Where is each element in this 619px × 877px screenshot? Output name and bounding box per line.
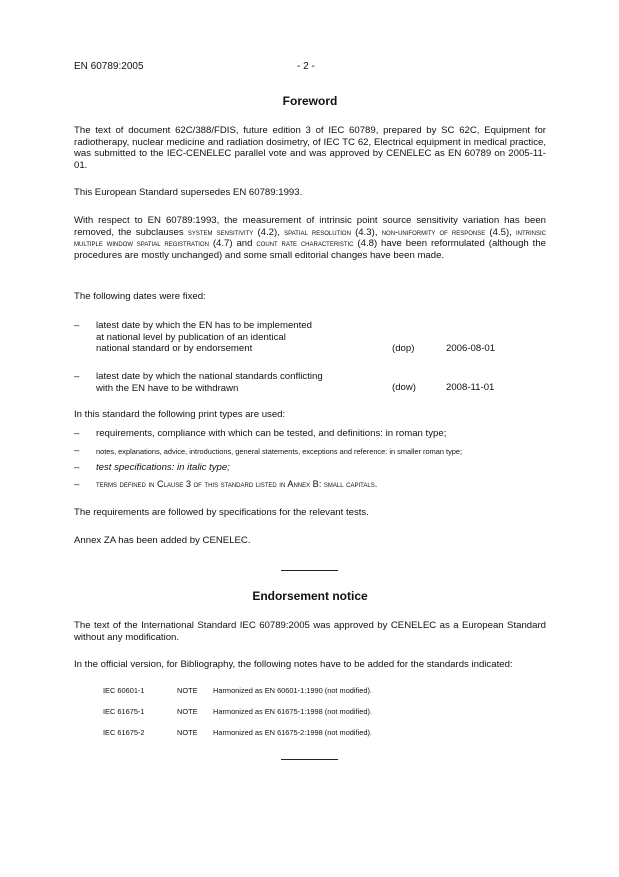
page-number: - 2 - xyxy=(297,61,315,72)
note-label: NOTE xyxy=(177,728,198,737)
endorsement-paragraph-2: In the official version, for Bibliography, the following notes have to be added for the standards indicated: xyxy=(74,659,513,670)
annex-paragraph: Annex ZA has been added by CENELEC. xyxy=(74,535,251,546)
print-type-roman: requirements, compliance with which can be tested, and definitions: in roman type; xyxy=(96,428,447,439)
date-value-dow: 2008-11-01 xyxy=(446,382,495,393)
date-item-line: with the EN have to be withdrawn xyxy=(96,382,239,394)
note-standard: IEC 60601-1 xyxy=(103,686,145,695)
foreword-paragraph-2: This European Standard supersedes EN 60789:1993. xyxy=(74,187,303,198)
note-text: Harmonized as EN 60601-1:1990 (not modified). xyxy=(213,686,372,695)
note-label: NOTE xyxy=(177,707,198,716)
term-non-uniformity: non-uniformity of response xyxy=(381,226,486,237)
dates-intro: The following dates were fixed: xyxy=(74,291,206,302)
section-divider xyxy=(281,570,338,571)
endorsement-title: Endorsement notice xyxy=(252,589,368,603)
print-type-italic: test specifications: in italic type; xyxy=(96,462,230,473)
dash-marker: – xyxy=(74,479,80,490)
term-system-sensitivity: system sensitivity xyxy=(187,226,254,237)
date-item-line: national standard or by endorsement xyxy=(96,343,253,354)
date-item-dop xyxy=(96,320,312,355)
dash-marker: – xyxy=(74,462,80,473)
date-code-dow: (dow) xyxy=(392,382,416,393)
dash-marker: – xyxy=(74,371,80,382)
date-value-dop: 2006-08-01 xyxy=(446,343,496,354)
note-text: Harmonized as EN 61675-1:1998 (not modified). xyxy=(213,707,372,716)
endorsement-paragraph-1: The text of the International Standard IEC 60789:2005 was approved by CENELEC as a European Standard without any modification. xyxy=(74,620,546,643)
date-item-dow xyxy=(96,371,323,394)
dash-marker: – xyxy=(74,320,80,331)
end-divider xyxy=(281,759,338,760)
term-registration: intrinsic multiple window spatial registration xyxy=(74,226,546,248)
term-count-rate: count rate characteristic xyxy=(256,238,354,248)
document-id: EN 60789:2005 xyxy=(74,61,144,72)
date-code-dop: (dop) xyxy=(392,343,415,354)
dash-marker: – xyxy=(74,428,80,439)
print-type-small-roman: notes, explanations, advice, introductions, general statements, exceptions and reference: in smaller roman type; xyxy=(96,447,463,456)
note-text: Harmonized as EN 61675-2:1998 (not modified). xyxy=(213,728,372,737)
foreword-paragraph-1: The text of document 62C/388/FDIS, future edition 3 of IEC 60789, prepared by SC 62C, Equipment for radiotherapy, nuclear medicine and radiation dosimetry, of IEC TC 62, Electrical equipment in medical practice, was submitted to the IEC-CENELEC parallel vote and was approved by CENELEC as EN 60789 on 2005-11-01. xyxy=(74,125,546,171)
dash-marker: – xyxy=(74,445,80,456)
note-label: NOTE xyxy=(177,686,198,695)
foreword-title: Foreword xyxy=(282,94,338,108)
print-type-small-capitals: terms defined in Clause 3 of this standard listed in Annex B: small capitals. xyxy=(96,479,378,489)
term-spatial-resolution: spatial resolution xyxy=(284,226,351,237)
note-standard: IEC 61675-1 xyxy=(103,707,145,716)
date-item-line: latest date by which the EN has to be implemented xyxy=(96,320,312,331)
date-item-line: latest date by which the national standards conflicting xyxy=(96,371,323,382)
print-types-intro: In this standard the following print types are used: xyxy=(74,409,286,420)
note-standard: IEC 61675-2 xyxy=(103,728,145,737)
tests-paragraph: The requirements are followed by specifications for the relevant tests. xyxy=(74,507,369,518)
date-item-line: at national level by publication of an identical xyxy=(96,331,286,343)
foreword-paragraph-3: With respect to EN 60789:1993, the measurement of intrinsic point source sensitivity variation has been removed, the subclauses system sensitivity (4.2), spatial resolution (4.3), non-uniformity of response (4.5), intrinsic multiple window spatial registration (4.7) and count rate characteristic (4.8) have been reformulated (although the procedures are mostly unchanged) and some small editorial changes have been made. xyxy=(74,215,546,261)
